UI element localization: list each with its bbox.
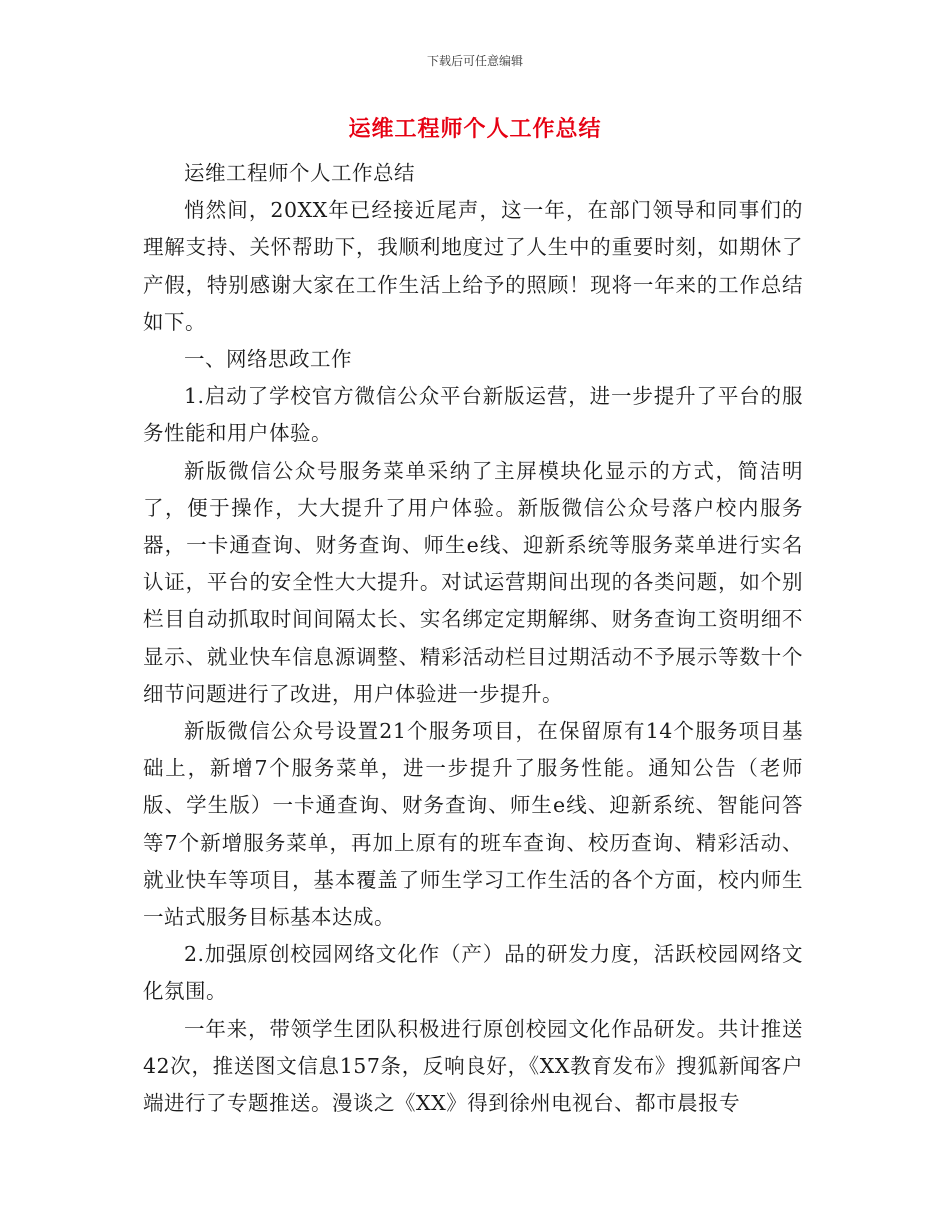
document-title: 运维工程师个人工作总结 [348,116,602,142]
section-heading: 一、网络思政工作 [184,347,352,372]
paragraph: 新版微信公众号服务菜单采纳了主屏模块化显示的方式，简洁明了，便于操作，大大提升了用户体验。新版微信公众号落户校内服务器，一卡通查询、财务查询、师生e线、迎新系统等服务菜单进行实名认证，平台的安全性大大提升。对试运营期间出现的各类问题，如个别栏目自动抓取时间间隔太长、实名绑定定期解绑、财务查询工资明细不显示、就业快车信息源调整、精彩活动栏目过期活动不予展示等数十个细节问题进行了改进，用户体验进一步提升。 [143,458,803,706]
document-body [143,155,803,1122]
paragraph: 新版微信公众号设置21个服务项目，在保留原有14个服务项目基础上，新增7个服务菜单，进一步提升了服务性能。通知公告（老师版、学生版）一卡通查询、财务查询、师生e线、迎新系统、智能问答等7个新增服务菜单，再加上原有的班车查询、校历查询、精彩活动、就业快车等项目，基本覆盖了师生学习工作生活的各个方面，校内师生一站式服务目标基本达成。 [143,719,803,930]
paragraph: 1.启动了学校官方微信公众平台新版运营，进一步提升了平台的服务性能和用户体验。 [143,384,803,446]
page-header: 下载后可任意编辑 [426,54,523,68]
paragraph: 悄然间，20XX年已经接近尾声，这一年，在部门领导和同事们的理解支持、关怀帮助下，我顺利地度过了人生中的重要时刻，如期休了产假，特别感谢大家在工作生活上给予的照顾！现将一年来的工作总结如下。 [143,198,803,334]
paragraph-subtitle: 运维工程师个人工作总结 [184,161,415,185]
paragraph: 一年来，带领学生团队积极进行原创校园文化作品研发。共计推送42次，推送图文信息157条，反响良好，《XX教育发布》搜狐新闻客户端进行了专题推送。漫谈之《XX》得到徐州电视台、都市晨报专 [143,1016,803,1116]
paragraph: 2.加强原创校园网络文化作（产）品的研发力度，活跃校园网络文化氛围。 [143,942,803,1004]
